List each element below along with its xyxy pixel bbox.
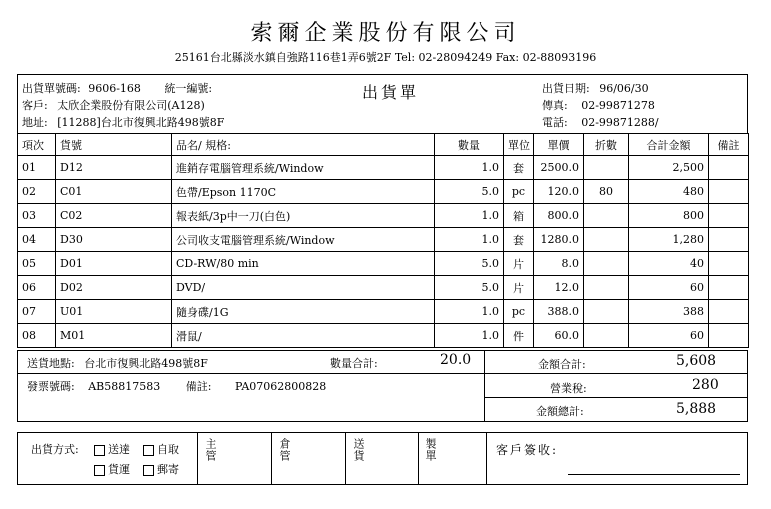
cell-note [709, 180, 749, 204]
cell-no: 08 [18, 324, 56, 348]
tax-id-label: 統一編號: [164, 82, 213, 95]
option-deliver[interactable] [94, 441, 130, 457]
cell-code: M01 [56, 324, 172, 348]
document-title: 出貨單 [362, 83, 420, 102]
table-row [18, 324, 749, 348]
cell-unit: pc [504, 180, 534, 204]
cell-price: 120.0 [534, 180, 584, 204]
tax-value: 280 [692, 377, 719, 393]
cell-name: 隨身碟/1G [172, 300, 435, 324]
footer-box [17, 432, 748, 485]
address-row [22, 114, 224, 130]
cell-no: 04 [18, 228, 56, 252]
ship-date-value: 96/06/30 [599, 82, 649, 95]
cell-code: U01 [56, 300, 172, 324]
option-freight[interactable] [94, 461, 130, 477]
cell-qty: 1.0 [435, 300, 504, 324]
sign-box-delivery: 送貨 [352, 438, 365, 462]
cell-qty: 5.0 [435, 180, 504, 204]
fax-row [542, 97, 655, 113]
cell-qty: 1.0 [435, 156, 504, 180]
ship-date-row [542, 80, 649, 96]
cell-unit: 套 [504, 228, 534, 252]
table-row [18, 228, 749, 252]
fax-label: 傳真: [542, 99, 568, 112]
cell-name: 進銷存電腦管理系統/Window [172, 156, 435, 180]
cell-no: 06 [18, 276, 56, 300]
order-no-label: 出貨單號碼: [22, 82, 81, 95]
cell-price: 800.0 [534, 204, 584, 228]
fax-value: 02-99871278 [581, 99, 655, 112]
cell-code: C02 [56, 204, 172, 228]
cell-note [709, 300, 749, 324]
header-name: 品名/ 規格: [172, 134, 435, 156]
table-row [18, 180, 749, 204]
cell-name: 報表紙/3p中一刀(白色) [172, 204, 435, 228]
cell-code: C01 [56, 180, 172, 204]
option-mail[interactable] [143, 461, 179, 477]
cell-amount: 60 [629, 324, 709, 348]
grand-total-value: 5,888 [676, 401, 717, 417]
summary-divider-vertical [484, 350, 485, 422]
option-label: 貨運 [108, 463, 130, 476]
cell-amount: 40 [629, 252, 709, 276]
address-value: [11288]台北市復興北路498號8F [57, 116, 225, 129]
checkbox[interactable] [143, 445, 154, 456]
footer-divider [345, 432, 346, 485]
sign-box-warehouse: 倉管 [278, 438, 291, 462]
cell-no: 01 [18, 156, 56, 180]
cell-price: 388.0 [534, 300, 584, 324]
phone-value: 02-99871288/ [581, 116, 659, 129]
sign-box-manager: 主管 [204, 438, 217, 462]
shipping-method-label: 出貨方式: [31, 443, 79, 456]
phone-label: 電話: [542, 116, 568, 129]
header-no: 項次 [18, 134, 56, 156]
sign-box-preparer: 製單 [424, 438, 437, 462]
address-label: 地址: [22, 116, 48, 129]
ship-date-label: 出貨日期: [542, 82, 590, 95]
customer-value: 太欣企業股份有限公司(A128) [57, 99, 205, 112]
footer-divider [197, 432, 198, 485]
cell-no: 03 [18, 204, 56, 228]
cell-note [709, 252, 749, 276]
header-code: 貨號 [56, 134, 172, 156]
option-label: 自取 [157, 443, 179, 456]
cell-discount [584, 276, 629, 300]
invoice-value: AB58817583 [88, 380, 161, 393]
signature-line[interactable] [568, 474, 740, 475]
cell-note [709, 276, 749, 300]
footer-divider [486, 432, 487, 485]
ship-address-label: 送貨地點: [27, 357, 75, 370]
cell-note [709, 204, 749, 228]
cell-name: CD-RW/80 min [172, 252, 435, 276]
cell-amount: 388 [629, 300, 709, 324]
invoice-row [27, 378, 326, 394]
cell-note [709, 156, 749, 180]
cell-unit: 套 [504, 156, 534, 180]
grand-total-label: 金額總計: [536, 405, 584, 418]
cell-qty: 5.0 [435, 252, 504, 276]
cell-unit: pc [504, 300, 534, 324]
cell-discount [584, 300, 629, 324]
order-no-value: 9606-168 [88, 82, 141, 95]
cell-no: 02 [18, 180, 56, 204]
items-table [17, 133, 749, 348]
cell-discount [584, 252, 629, 276]
amount-total-label: 金額合計: [538, 358, 586, 371]
checkbox[interactable] [94, 465, 105, 476]
qty-total-value: 20.0 [440, 352, 472, 368]
cell-amount: 480 [629, 180, 709, 204]
option-label: 郵寄 [157, 463, 179, 476]
phone-row [542, 114, 659, 130]
cell-unit: 片 [504, 252, 534, 276]
footer-divider [418, 432, 419, 485]
cell-amount: 2,500 [629, 156, 709, 180]
table-row [18, 156, 749, 180]
cell-unit: 箱 [504, 204, 534, 228]
cell-name: 色帶/Epson 1170C [172, 180, 435, 204]
cell-price: 12.0 [534, 276, 584, 300]
checkbox[interactable] [94, 445, 105, 456]
header-amount: 合計金額 [629, 134, 709, 156]
cell-price: 8.0 [534, 252, 584, 276]
cell-code: D01 [56, 252, 172, 276]
cell-no: 07 [18, 300, 56, 324]
cell-note [709, 324, 749, 348]
option-pickup[interactable] [143, 441, 179, 457]
cell-discount [584, 324, 629, 348]
company-address: 25161台北縣淡水鎮自強路116巷1弄6號2F Tel: 02-28094249 Fax: 02-88093196 [174, 51, 597, 64]
cell-code: D30 [56, 228, 172, 252]
cell-code: D02 [56, 276, 172, 300]
customer-label: 客戶: [22, 99, 48, 112]
invoice-label: 發票號碼: [27, 380, 75, 393]
cell-qty: 1.0 [435, 324, 504, 348]
company-name: 索爾企業股份有限公司 [250, 21, 521, 46]
cell-amount: 800 [629, 204, 709, 228]
footer-divider [271, 432, 272, 485]
cell-qty: 5.0 [435, 276, 504, 300]
amount-total-value: 5,608 [676, 353, 717, 369]
cell-name: DVD/ [172, 276, 435, 300]
cell-unit: 件 [504, 324, 534, 348]
cell-amount: 60 [629, 276, 709, 300]
summary-divider-h2 [484, 397, 748, 398]
cell-discount [584, 156, 629, 180]
cell-unit: 片 [504, 276, 534, 300]
cell-qty: 1.0 [435, 228, 504, 252]
cell-discount [584, 228, 629, 252]
checkbox[interactable] [143, 465, 154, 476]
summary-divider-h1 [17, 373, 748, 374]
cell-qty: 1.0 [435, 204, 504, 228]
option-label: 送達 [108, 443, 130, 456]
remark-value: PA07062800828 [234, 380, 327, 393]
cell-name: 滑鼠/ [172, 324, 435, 348]
customer-sign-label: 客戶簽收: [496, 443, 559, 457]
cell-price: 1280.0 [534, 228, 584, 252]
cell-note [709, 228, 749, 252]
qty-total-label: 數量合計: [330, 357, 378, 370]
header-note: 備註 [709, 134, 749, 156]
cell-no: 05 [18, 252, 56, 276]
cell-price: 2500.0 [534, 156, 584, 180]
cell-discount [584, 204, 629, 228]
customer-row [22, 97, 205, 113]
header-unit: 單位 [504, 134, 534, 156]
tax-label: 營業稅: [550, 382, 587, 395]
header-discount: 折數 [584, 134, 629, 156]
table-row [18, 252, 749, 276]
cell-discount: 80 [584, 180, 629, 204]
table-row [18, 204, 749, 228]
cell-price: 60.0 [534, 324, 584, 348]
cell-code: D12 [56, 156, 172, 180]
remark-label: 備註: [185, 380, 212, 393]
cell-amount: 1,280 [629, 228, 709, 252]
table-row [18, 276, 749, 300]
header-price: 單價 [534, 134, 584, 156]
table-row [18, 300, 749, 324]
table-header-row [18, 134, 749, 156]
ship-address-row [27, 355, 208, 371]
ship-address-value: 台北市復興北路498號8F [84, 357, 208, 370]
order-no-row [22, 80, 212, 96]
cell-name: 公司收支電腦管理系統/Window [172, 228, 435, 252]
header-qty: 數量 [435, 134, 504, 156]
